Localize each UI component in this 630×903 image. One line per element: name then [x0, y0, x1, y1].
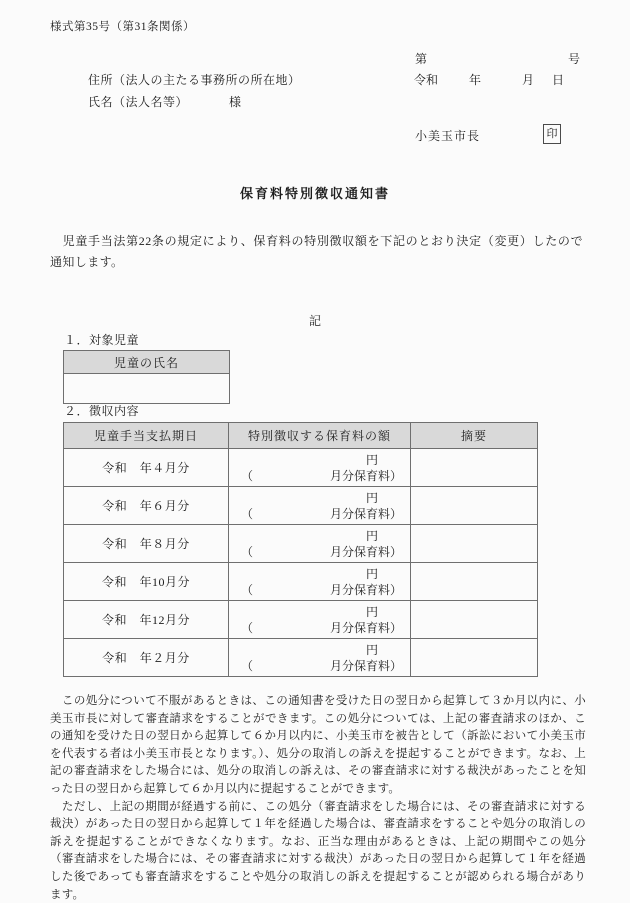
doc-number-suffix: 号 [568, 52, 581, 66]
honorific-label: 様 [229, 95, 242, 109]
yen-unit-label: 円 [365, 452, 378, 467]
monthly-fee-label: 月分保育料） [329, 506, 402, 521]
note-cell [411, 525, 538, 563]
period-cell: 令和 年12月分 [64, 601, 229, 639]
table-row [64, 563, 538, 601]
table-row [64, 639, 538, 677]
page-title: 保育料特別徴収通知書 [239, 186, 390, 201]
address-label: 住所（法人の主たる事務所の所在地） [88, 73, 301, 87]
amount-cell [229, 639, 411, 677]
column-header-period: 児童手当支払期日 [64, 423, 229, 449]
amount-cell [229, 487, 411, 525]
monthly-fee-label: 月分保育料） [329, 544, 402, 559]
table-row [64, 601, 538, 639]
note-cell [411, 449, 538, 487]
paren-open: （ [241, 506, 254, 521]
child-name-table [63, 350, 230, 404]
period-cell: 令和 年10月分 [64, 563, 229, 601]
ki-marker: 記 [308, 314, 321, 328]
date-era-label: 令和 [414, 73, 439, 87]
note-cell [411, 487, 538, 525]
table-header-row [64, 423, 538, 449]
note-cell [411, 601, 538, 639]
seal-icon: 印 [543, 124, 561, 144]
paren-open: （ [241, 582, 254, 597]
amount-cell [229, 449, 411, 487]
column-header-amount: 特別徴収する保育料の額 [229, 423, 411, 449]
period-cell: 令和 年６月分 [64, 487, 229, 525]
section2-heading: ２．徴収内容 [64, 404, 140, 418]
date-year-label: 年 [469, 73, 482, 87]
period-cell: 令和 年８月分 [64, 525, 229, 563]
child-name-value [64, 374, 230, 404]
appeal-notice [50, 693, 586, 903]
yen-unit-label: 円 [365, 642, 378, 657]
collection-table [63, 422, 538, 677]
period-cell: 令和 年２月分 [64, 639, 229, 677]
column-header-note: 摘要 [411, 423, 538, 449]
child-name-header: 児童の氏名 [64, 351, 230, 374]
mayor-name: 小美玉市長 [415, 129, 481, 143]
paren-open: （ [241, 658, 254, 673]
paren-open: （ [241, 544, 254, 559]
monthly-fee-label: 月分保育料） [329, 582, 402, 597]
intro-paragraph: 児童手当法第22条の規定により、保育料の特別徴収額を下記のとおり決定（変更）したので通知します。 [50, 234, 583, 269]
monthly-fee-label: 月分保育料） [329, 620, 402, 635]
appeal-notice-paragraph-2: ただし、上記の期間が経過する前に、この処分（審査請求をした場合には、その審査請求に対する裁決）があった日の翌日から起算して１年を経過した場合は、審査請求をすることや処分の取消しの訴えを提起することができなくなります。なお、正当な理由があるときは、上記の期間やこの処分（審査請求をした場合には、その審査請求に対する裁決）があった日の翌日から起算して１年を経過した後であっても審査請求をすることや処分の取消しの訴えを提起することが認められる場合があります。 [50, 800, 586, 901]
appeal-notice-paragraph-1: この処分について不服があるときは、この通知書を受けた日の翌日から起算して３か月以内に、小美玉市長に対して審査請求をすることができます。この処分については、上記の審査請求のほか、この通知を受けた日の翌日から起算して６か月以内に、小美玉市を被告として（訴訟において小美玉市を代表する者は小美玉市長となります。）、処分の取消しの訴えを提起することができます。なお、上記の審査請求をした場合には、処分の取消しの訴えは、その審査請求に対する裁決があったことを知った日の翌日から起算して６か月以内に提起することができます。 [50, 695, 586, 795]
note-cell [411, 639, 538, 677]
table-row [64, 525, 538, 563]
table-row [64, 487, 538, 525]
table-row [64, 449, 538, 487]
paren-open: （ [241, 620, 254, 635]
recipient-name-label: 氏名（法人名等） [88, 95, 189, 109]
yen-unit-label: 円 [365, 604, 378, 619]
period-cell: 令和 年４月分 [64, 449, 229, 487]
yen-unit-label: 円 [365, 528, 378, 543]
note-cell [411, 563, 538, 601]
form-number-label: 様式第35号（第31条関係） [50, 21, 195, 33]
date-month-label: 月 [522, 73, 535, 87]
yen-unit-label: 円 [365, 566, 378, 581]
date-day-label: 日 [552, 73, 565, 87]
paren-open: （ [241, 468, 254, 483]
amount-cell [229, 601, 411, 639]
monthly-fee-label: 月分保育料） [329, 468, 402, 483]
section1-heading: １．対象児童 [64, 333, 140, 347]
amount-cell [229, 563, 411, 601]
monthly-fee-label: 月分保育料） [329, 658, 402, 673]
doc-number-prefix: 第 [415, 52, 428, 66]
amount-cell [229, 525, 411, 563]
yen-unit-label: 円 [365, 490, 378, 505]
